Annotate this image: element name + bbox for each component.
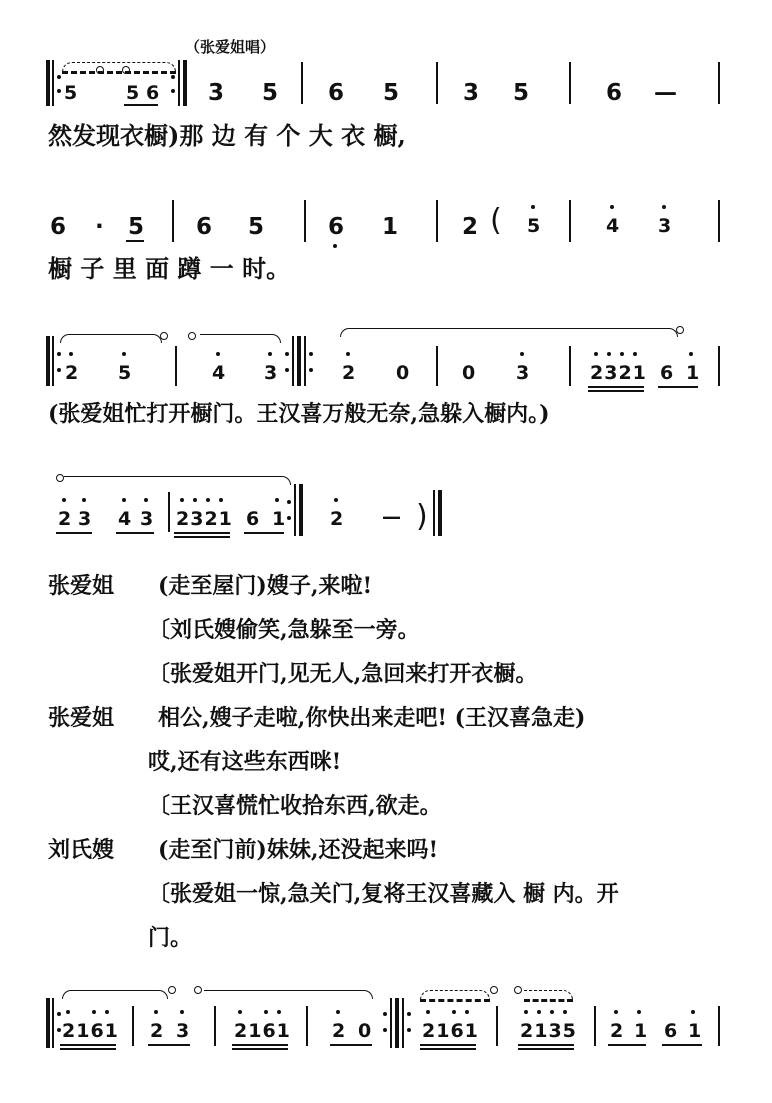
note: — <box>382 506 401 528</box>
slur <box>64 476 291 485</box>
note-group: 2321 <box>176 508 233 530</box>
stage-direction: 〔刘氏嫂偷笑,急躲至一旁。 <box>148 617 420 643</box>
slur <box>204 990 373 999</box>
close-paren: ) <box>416 499 428 534</box>
note: 1 <box>272 508 286 530</box>
singer-label: （张爱姐唱） <box>185 38 276 56</box>
dialogue-line: 哎,还有这些东西咪! <box>148 749 342 775</box>
note: 0 <box>396 362 410 384</box>
note: 5 <box>262 80 279 106</box>
note: 3 <box>516 362 530 384</box>
bar-line <box>718 62 720 104</box>
bar-line <box>496 1006 498 1046</box>
note-group: 2161 <box>62 1020 119 1042</box>
note: 6 <box>50 214 67 240</box>
note: 6 <box>328 80 345 106</box>
bar-line <box>594 1006 596 1046</box>
stage-direction: 门。 <box>148 925 193 951</box>
dialogue-line: 相公,嫂子走啦,你快出来走吧! (王汉喜急走) <box>158 705 586 731</box>
note: 6 <box>246 508 260 530</box>
repeat-start-bar <box>46 998 50 1048</box>
bar-line <box>132 1006 134 1046</box>
slur <box>200 334 281 343</box>
bar-line <box>301 62 303 104</box>
bar-line <box>718 1006 720 1046</box>
note: 2 <box>462 214 479 240</box>
note: 5 <box>64 82 78 104</box>
note: 3 <box>463 80 480 106</box>
note: 5 <box>513 80 530 106</box>
slur <box>60 334 162 343</box>
note: 5 <box>118 362 132 384</box>
note: — <box>654 80 677 106</box>
speaker-name: 刘氏嫂 <box>48 837 115 863</box>
bar-line <box>304 200 306 242</box>
note: 6 <box>328 214 345 240</box>
speaker-name: 张爱姐 <box>48 573 115 599</box>
slur <box>420 990 490 1002</box>
slur <box>340 328 678 337</box>
bar-line <box>569 346 571 386</box>
note: 2 <box>332 1020 346 1042</box>
note: 2 <box>58 508 72 530</box>
note: 4 <box>212 362 226 384</box>
stage-direction: 〔张爱姐一惊,急关门,复将王汉喜藏入 橱 内。开 <box>148 881 619 907</box>
slur <box>524 990 573 1002</box>
note: 2 <box>330 508 344 530</box>
note: 0 <box>358 1020 372 1042</box>
dialogue-line: (走至屋门)嫂子,来啦! <box>158 573 373 599</box>
note-group: 2135 <box>520 1020 577 1042</box>
note: 3 <box>176 1020 190 1042</box>
note: 2 <box>342 362 356 384</box>
note: 5 <box>527 215 541 237</box>
repeat-end-bar <box>178 60 180 106</box>
note: 3 <box>208 80 225 106</box>
note: 5 <box>248 214 265 240</box>
note-group: 2161 <box>234 1020 291 1042</box>
lyric-line: 然发现衣橱)那 边 有 个 大 衣 橱, <box>48 121 406 150</box>
note: 6 <box>606 80 623 106</box>
note-group: 2321 <box>590 362 647 384</box>
lyric-line: 橱 子 里 面 蹲 一 时。 <box>48 254 291 283</box>
speaker-name: 张爱姐 <box>48 705 115 731</box>
note: 5 <box>128 214 145 240</box>
note: 6 <box>146 82 160 104</box>
bar-line <box>436 346 438 386</box>
slur <box>62 62 176 74</box>
bar-line <box>436 200 438 242</box>
note: 3 <box>78 508 92 530</box>
note: · <box>95 214 104 240</box>
bar-line <box>306 1006 308 1046</box>
note: 3 <box>140 508 154 530</box>
note: 6 <box>196 214 213 240</box>
bar-line <box>172 200 174 242</box>
open-paren: ( <box>490 203 502 238</box>
bar-line <box>718 200 720 242</box>
slur <box>62 990 168 999</box>
note: 5 <box>126 82 140 104</box>
stage-direction: 〔张爱姐开门,见无人,急回来打开衣橱。 <box>148 661 538 687</box>
repeat-start-bar <box>46 336 50 386</box>
note: 2 <box>150 1020 164 1042</box>
stage-direction: 〔王汉喜慌忙收拾东西,欲走。 <box>148 793 442 819</box>
final-bar <box>433 490 435 536</box>
bar-line <box>436 62 438 104</box>
bar-line <box>168 492 170 532</box>
bar-line <box>214 1006 216 1046</box>
repeat-end-bar <box>390 998 392 1048</box>
bar-line <box>569 62 571 104</box>
note-group: 2161 <box>422 1020 479 1042</box>
stage-direction: (张爱姐忙打开橱门。王汉喜万般无奈,急躲入橱内。) <box>48 401 550 427</box>
repeat-end-bar <box>292 336 294 386</box>
note: 2 <box>610 1020 624 1042</box>
bar-line <box>569 200 571 242</box>
note: 1 <box>634 1020 648 1042</box>
repeat-start-bar <box>46 60 50 106</box>
note: 6 <box>664 1020 678 1042</box>
note: 6 <box>660 362 674 384</box>
note: 4 <box>606 215 620 237</box>
note: 2 <box>65 362 79 384</box>
bar-line <box>175 346 177 386</box>
note: 4 <box>118 508 132 530</box>
note: 5 <box>383 80 400 106</box>
note: 3 <box>658 215 672 237</box>
note: 3 <box>264 362 278 384</box>
note: 1 <box>686 362 700 384</box>
bar-line <box>718 346 720 386</box>
dialogue-line: (走至门前)妹妹,还没起来吗! <box>158 837 439 863</box>
note: 1 <box>382 214 399 240</box>
note: 0 <box>462 362 476 384</box>
repeat-end-bar <box>294 484 296 536</box>
note: 1 <box>688 1020 702 1042</box>
